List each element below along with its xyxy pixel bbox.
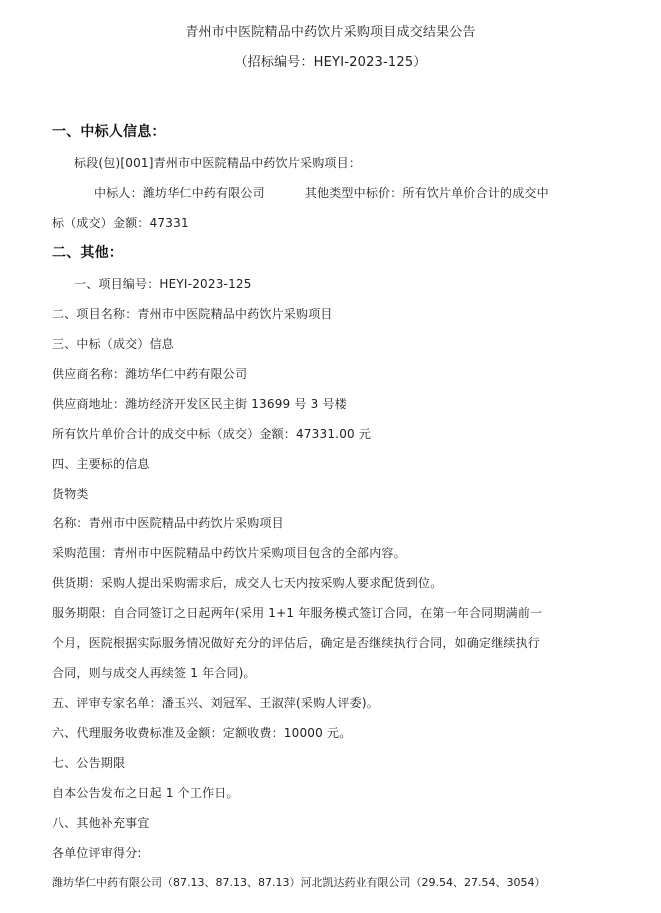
winner-price-label: 其他类型中标价：所有饮片单价合计的成交中 bbox=[304, 186, 549, 200]
goods-category: 货物类 bbox=[52, 487, 89, 501]
notice-period: 自本公告发布之日起 1 个工作日。 bbox=[52, 786, 239, 800]
winner-name: 中标人：潍坊华仁中药有限公司 bbox=[94, 186, 265, 200]
service-period-line-2: 个月，医院根据实际服务情况做好充分的评估后，确定是否继续执行合同，如确定继续执行 bbox=[52, 636, 541, 650]
lot-line: 标段(包)[001]青州市中医院精品中药饮片采购项目： bbox=[74, 156, 362, 170]
scores-heading: 各单位评审得分: bbox=[52, 846, 142, 860]
goods-name: 名称：青州市中医院精品中药饮片采购项目 bbox=[52, 516, 284, 530]
section-winner-heading: 一、中标人信息： bbox=[52, 124, 166, 140]
winner-amount: 标（成交）金额：47331 bbox=[52, 216, 189, 230]
service-period-line-3: 合同，则与成交人再续签 1 年合同)。 bbox=[52, 666, 256, 680]
service-period-line-1: 服务期限：自合同签订之日起两年(采用 1+1 年服务模式签订合同，在第一年合同期满前一 bbox=[52, 606, 543, 620]
supplier-name: 供应商名称：潍坊华仁中药有限公司 bbox=[52, 367, 248, 381]
supplier-address: 供应商地址：潍坊经济开发区民主街 13699 号 3 号楼 bbox=[52, 397, 347, 411]
subject-info-heading: 四、主要标的信息 bbox=[52, 457, 150, 471]
section-other-heading: 二、其他： bbox=[52, 245, 123, 261]
delivery-period: 供货期：采购人提出采购需求后，成交人七天内按采购人要求配货到位。 bbox=[52, 576, 443, 590]
award-amount: 所有饮片单价合计的成交中标（成交）金额：47331.00 元 bbox=[52, 427, 372, 441]
supplementary-heading: 八、其他补充事宜 bbox=[52, 816, 150, 830]
project-number: 一、项目编号：HEYI-2023-125 bbox=[74, 277, 252, 291]
scores-line: 潍坊华仁中药有限公司（87.13、87.13、87.13）河北凯达药业有限公司（29.54、27.54、3054） bbox=[52, 876, 546, 889]
project-name: 二、项目名称：青州市中医院精品中药饮片采购项目 bbox=[52, 307, 333, 321]
tender-number: （招标编号：HEYI-2023-125） bbox=[234, 55, 427, 70]
notice-period-heading: 七、公告期限 bbox=[52, 756, 126, 770]
agency-fee: 六、代理服务收费标准及金额：定额收费：10000 元。 bbox=[52, 726, 352, 740]
expert-list: 五、评审专家名单：潘玉兴、刘冠军、王淑萍(采购人评委)。 bbox=[52, 696, 379, 710]
procurement-scope: 采购范围：青州市中医院精品中药饮片采购项目包含的全部内容。 bbox=[52, 546, 406, 560]
award-info-heading: 三、中标（成交）信息 bbox=[52, 337, 175, 351]
winner-line bbox=[94, 185, 549, 201]
document-title: 青州市中医院精品中药饮片采购项目成交结果公告 bbox=[185, 25, 476, 40]
